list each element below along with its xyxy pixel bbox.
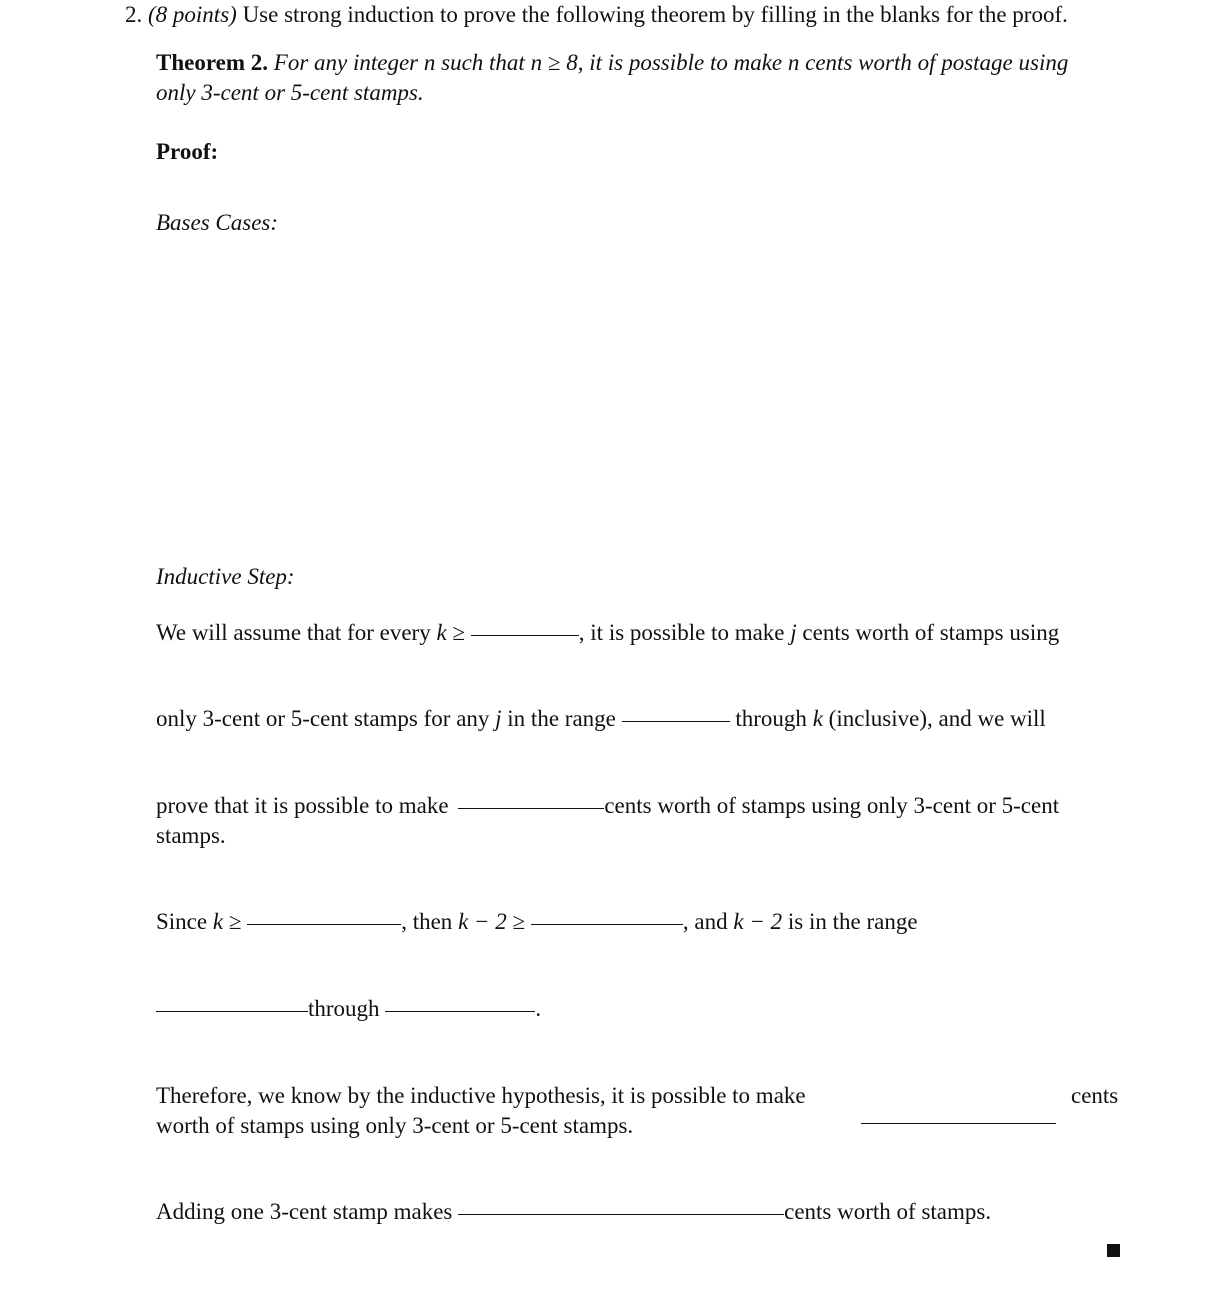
theorem-text: cents worth of postage using xyxy=(805,50,1069,75)
expr-k-minus-2: k − 2 xyxy=(733,909,783,934)
blank-k-minus-2[interactable] xyxy=(531,924,683,925)
text: is in the range xyxy=(787,909,918,934)
text: Therefore, we know by the inductive hypothesis, it is possible to make xyxy=(156,1083,806,1108)
text: We will assume that for every xyxy=(156,620,431,645)
var-n: n xyxy=(530,50,543,75)
theorem-text: such that xyxy=(441,50,525,75)
bases-cases-label: Bases Cases: xyxy=(156,210,279,235)
sentence-6 xyxy=(156,1081,806,1111)
text: (inclusive), and we will xyxy=(828,706,1046,731)
text: in the range xyxy=(507,706,616,731)
var-j: j xyxy=(790,620,797,645)
text: Since xyxy=(156,909,208,934)
expr-k-minus-2: k − 2 ≥ xyxy=(458,909,526,934)
sentence-3-cont: stamps. xyxy=(156,823,226,848)
cents-word: cents xyxy=(1071,1083,1119,1108)
sentence-1 xyxy=(156,618,1059,648)
geq-symbol: ≥ xyxy=(228,909,242,934)
theorem-line-1 xyxy=(156,48,1068,78)
var-n: n xyxy=(423,50,436,75)
question-header xyxy=(125,0,1068,30)
inductive-step-label: Inductive Step: xyxy=(156,564,295,589)
theorem-text: ≥ 8, it is possible to make xyxy=(547,50,783,75)
blank-range-low[interactable] xyxy=(156,1011,308,1012)
text: , it is possible to make xyxy=(578,620,785,645)
proof-label: Proof: xyxy=(156,139,219,164)
text: prove that it is possible to make xyxy=(156,793,449,818)
theorem-line-2: only 3-cent or 5-cent stamps. xyxy=(156,80,424,105)
geq-symbol: ≥ xyxy=(452,620,466,645)
qed-square-icon xyxy=(1107,1244,1120,1257)
sentence-4 xyxy=(156,907,918,937)
var-j: j xyxy=(495,706,502,731)
blank-range-high[interactable] xyxy=(385,1011,535,1012)
sentence-3 xyxy=(156,791,1059,821)
theorem-text: For any integer xyxy=(273,50,419,75)
text: cents worth of stamps. xyxy=(784,1199,992,1224)
theorem-label: Theorem 2. xyxy=(156,50,269,75)
text: through xyxy=(308,996,380,1021)
blank-target-cents[interactable] xyxy=(458,808,604,809)
var-k: k xyxy=(436,620,447,645)
sentence-2 xyxy=(156,704,1046,734)
blank-final-cents[interactable] xyxy=(458,1214,784,1215)
text: Adding one 3-cent stamp makes xyxy=(156,1199,453,1224)
text: only 3-cent or 5-cent stamps for any xyxy=(156,706,490,731)
text: . xyxy=(535,996,542,1021)
sentence-5 xyxy=(156,994,541,1024)
blank-since-k[interactable] xyxy=(247,924,401,925)
question-points: (8 points) xyxy=(148,2,237,27)
var-n: n xyxy=(787,50,800,75)
blank-range-start[interactable] xyxy=(622,721,730,722)
blank-hypothesis-cents[interactable] xyxy=(861,1123,1056,1124)
text: cents worth of stamps using xyxy=(802,620,1060,645)
question-number: 2. xyxy=(125,2,143,27)
text: , and xyxy=(682,909,728,934)
var-k: k xyxy=(812,706,823,731)
sentence-6-cont: worth of stamps using only 3-cent or 5-cent stamps. xyxy=(156,1113,634,1138)
sentence-7 xyxy=(156,1197,991,1227)
var-k: k xyxy=(212,909,224,934)
text: through xyxy=(735,706,807,731)
blank-k-lower-bound[interactable] xyxy=(471,635,579,636)
text: cents worth of stamps using only 3-cent or 5-cent xyxy=(604,793,1060,818)
question-text: Use strong induction to prove the following theorem by filling in the blanks for the proof. xyxy=(242,2,1068,27)
text: , then xyxy=(401,909,453,934)
